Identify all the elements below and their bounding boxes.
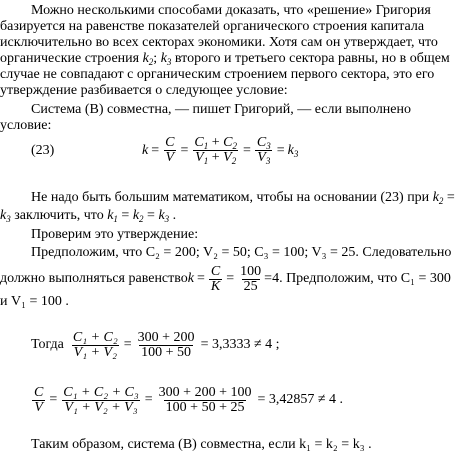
subscript: 2 — [148, 57, 154, 67]
denominator — [193, 150, 238, 165]
togda-equation: Тогда $\frac{\text{C₁ + C₂}}{\text{V₁ + V₂}}$ = $\frac{300 + 200}{100 + 50}$ = 3,3333 ≠ 4 ; — [31, 329, 280, 360]
text-fragment: = — [117, 208, 133, 223]
denominator: V₁ + V₂ — [73, 344, 117, 360]
fraction-c3-v3 — [255, 136, 273, 165]
text-fragment: = — [143, 208, 159, 223]
full-equation: $\frac{C}{V}$ = $\frac{\text{C₁ + C₂ + C₃}}{\text{V₁ + V₂ + V₃}}$ = $\frac{300 + 200 + 100}{100 + 50 + 25}$ = 3,42857 ≠ 4 . — [34, 384, 344, 415]
symbol-k: k — [107, 208, 114, 223]
denominator: K — [210, 278, 221, 294]
subscript: 1 — [113, 214, 118, 224]
subscript: 3 — [293, 148, 299, 159]
equals-sign: = — [276, 142, 285, 158]
symbol-v: V — [195, 150, 204, 165]
conclusion-line: Таким образом, система (В) совместна, если k₁ = k₂ = k₃ . — [31, 437, 372, 452]
paragraph-line: исключительно во всех секторах экономики. Хотя сам он утверждает, что — [0, 35, 438, 50]
fraction-sum — [192, 136, 239, 165]
subscript: 2 — [232, 141, 237, 151]
subscript: 2 — [438, 196, 444, 206]
equals-sign: = — [197, 271, 205, 286]
fraction-c-sum — [71, 331, 120, 360]
numerator: C — [34, 384, 44, 400]
subscript: 1 — [203, 156, 209, 166]
text-fragment: ; — [153, 51, 161, 66]
paragraph-line: базируется на равенстве показателей органического строения капитала — [0, 19, 425, 34]
symbol-v: V — [223, 150, 232, 165]
subscript: 2 — [231, 156, 237, 166]
subscript: 1 — [203, 141, 209, 151]
numerator — [192, 136, 239, 150]
subscript: 3 — [164, 214, 170, 224]
symbol-k: k — [132, 208, 140, 223]
ratio-line — [0, 260, 451, 298]
symbol-k: k — [0, 208, 7, 223]
numerator: 300 + 200 — [137, 329, 195, 345]
subscript: 3 — [265, 156, 271, 166]
equals-sign: = — [151, 142, 160, 158]
fraction-100-25 — [238, 265, 263, 294]
numerator: C₁ + C₂ — [72, 329, 118, 345]
equals-sign: = — [226, 271, 235, 286]
text-fragment: заключить, что — [10, 208, 108, 223]
denominator — [255, 150, 272, 165]
numerator: 100 — [240, 263, 262, 279]
paragraph-line: Проверим это утверждение: — [31, 227, 199, 242]
denominator: V₁ + V₂ + V₃ — [64, 399, 138, 415]
plus-sign: + — [211, 135, 220, 150]
equals-sign: = — [180, 142, 189, 158]
text-fragment: органические строения — [0, 51, 143, 66]
denominator: V — [165, 150, 175, 165]
symbol-c: C — [194, 135, 204, 150]
numerator — [255, 136, 273, 150]
symbol-v: V — [257, 150, 266, 165]
plus-sign: + — [211, 150, 220, 165]
symbol-k: k — [432, 190, 439, 205]
text-fragment: Не надо быть большим математиком, чтобы на основании (23) при — [31, 190, 433, 205]
equation-label: (23) — [31, 143, 55, 158]
fraction-c-k — [209, 265, 222, 294]
denominator: 100 + 50 + 25 — [165, 399, 245, 415]
denominator: 25 — [243, 278, 258, 294]
text-fragment: = — [443, 190, 455, 205]
equals-sign: = — [242, 142, 251, 158]
fraction-values — [157, 386, 254, 415]
fraction-values — [136, 331, 197, 360]
numerator: C — [165, 135, 175, 150]
text-fragment: = 3,42857 ≠ 4 . — [257, 392, 344, 407]
denominator: V — [34, 399, 43, 415]
paragraph-line — [0, 51, 450, 67]
subscript: 3 — [266, 141, 271, 151]
symbol-c: C — [256, 135, 267, 150]
symbol-k: k — [287, 142, 294, 158]
paragraph-line: утверждение разбивается о следующее условие: — [0, 83, 288, 98]
paragraph-line — [31, 190, 455, 206]
fraction-c-v — [163, 136, 176, 165]
subscript: 3 — [6, 214, 11, 224]
symbol-k: k — [142, 51, 149, 66]
paragraph-line: и V₁ = 100 . — [0, 294, 69, 309]
symbol-k: k — [158, 208, 165, 223]
paragraph-line: Предположим, что C₂ = 200; V₂ = 50; C₃ = 100; V₃ = 25. Следовательно — [31, 245, 452, 260]
subscript: 3 — [166, 57, 172, 67]
numerator: 300 + 200 + 100 — [158, 384, 252, 400]
paragraph-line: Система (В) совместна, — пишет Григорий, — если выполнено — [31, 102, 412, 117]
numerator: C — [210, 263, 221, 279]
text-fragment: =4. Предположим, что C₁ = 300 — [264, 271, 451, 286]
denominator: 100 + 50 — [141, 344, 192, 360]
paragraph-line: случае не совпадают с органическим строением первого сектора, это его — [0, 67, 435, 82]
text-fragment: . — [169, 208, 177, 223]
symbol-k: k — [142, 142, 149, 158]
equation-23 — [31, 134, 331, 170]
text-fragment: второго и третьего сектора равны, но в общем — [171, 51, 450, 66]
subscript: 2 — [139, 214, 144, 224]
paragraph-line — [0, 208, 176, 224]
text-fragment: Тогда — [31, 337, 64, 352]
paragraph-line: Можно несколькими способами доказать, что «решение» Григория — [31, 3, 431, 18]
numerator: C₁ + C₂ + C₃ — [63, 384, 139, 400]
text-fragment: должно выполняться равенство — [0, 271, 188, 286]
fraction-c-v — [32, 386, 45, 415]
text-fragment: = 3,3333 ≠ 4 ; — [200, 337, 280, 352]
symbol-c: C — [223, 135, 233, 150]
fraction-c-sum3 — [61, 386, 141, 415]
symbol-k: k — [160, 51, 167, 66]
paragraph-line: условие: — [0, 118, 52, 133]
symbol-k: k — [187, 271, 195, 286]
